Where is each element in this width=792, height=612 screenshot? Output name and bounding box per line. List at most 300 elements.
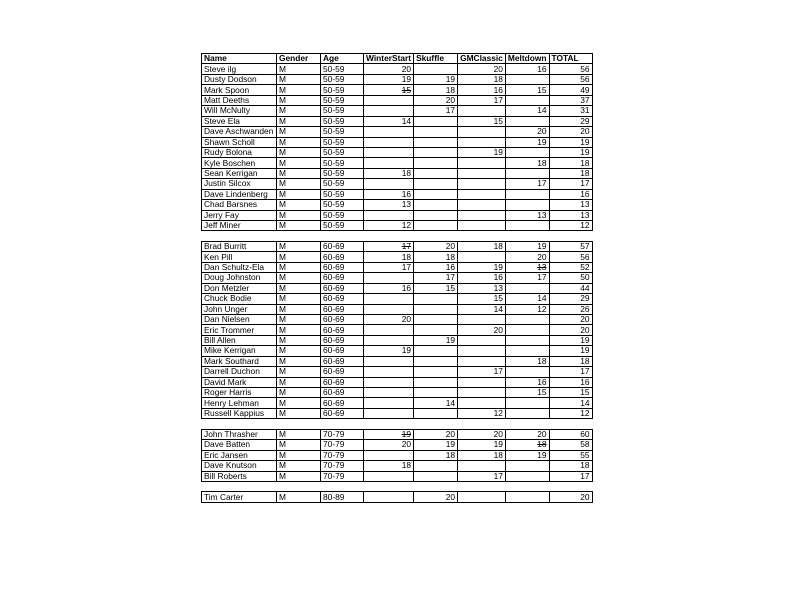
cell-gender: M [277, 440, 321, 450]
cell-skuffle: 15 [414, 283, 458, 293]
cell-gmclassic: 15 [458, 294, 506, 304]
cell-gender: M [277, 356, 321, 366]
cell-gender: M [277, 127, 321, 137]
cell-skuffle: 18 [414, 450, 458, 460]
cell-gmclassic [458, 106, 506, 116]
cell-gender: M [277, 294, 321, 304]
cell-winterstart: 18 [364, 252, 414, 262]
cell-age: 70-79 [321, 429, 364, 439]
cell-age: 50-59 [321, 116, 364, 126]
cell-total: 18 [549, 461, 592, 471]
cell-age: 60-69 [321, 346, 364, 356]
table-row [202, 252, 593, 262]
cell-winterstart: 20 [364, 440, 414, 450]
cell-gender: M [277, 189, 321, 199]
cell-meltdown: 16 [505, 64, 549, 74]
cell-gmclassic: 19 [458, 262, 506, 272]
cell-age: 60-69 [321, 283, 364, 293]
cell-name: Dan Schultz-Ela [202, 262, 277, 272]
cell-skuffle [414, 294, 458, 304]
cell-winterstart: 14 [364, 116, 414, 126]
cell-total: 20 [549, 492, 592, 502]
cell-winterstart [364, 492, 414, 502]
cell-name: Tim Carter [202, 492, 277, 502]
cell-name: Chad Barsnes [202, 200, 277, 210]
cell-gmclassic [458, 314, 506, 324]
cell-name: Mark Southard [202, 356, 277, 366]
cell-winterstart [364, 273, 414, 283]
cell-winterstart [364, 179, 414, 189]
table-row [202, 461, 593, 471]
cell-total: 55 [549, 450, 592, 460]
cell-gender: M [277, 252, 321, 262]
cell-gender: M [277, 273, 321, 283]
cell-skuffle [414, 377, 458, 387]
cell-skuffle [414, 127, 458, 137]
cell-winterstart [364, 356, 414, 366]
cell-name: Doug Johnston [202, 273, 277, 283]
cell-total: 50 [549, 273, 592, 283]
cell-age: 60-69 [321, 377, 364, 387]
table-row [202, 210, 593, 220]
cell-skuffle [414, 137, 458, 147]
cell-gmclassic [458, 200, 506, 210]
cell-gmclassic [458, 377, 506, 387]
cell-name: David Mark [202, 377, 277, 387]
cell-age: 70-79 [321, 440, 364, 450]
table-row [202, 377, 593, 387]
cell-gender: M [277, 116, 321, 126]
cell-winterstart [364, 127, 414, 137]
cell-total: 16 [549, 377, 592, 387]
cell-total: 19 [549, 137, 592, 147]
cell-meltdown [505, 335, 549, 345]
cell-name: Brad Burritt [202, 241, 277, 251]
cell-gender: M [277, 241, 321, 251]
cell-name: Eric Trommer [202, 325, 277, 335]
cell-total: 26 [549, 304, 592, 314]
cell-name: Dave Knutson [202, 461, 277, 471]
cell-age: 50-59 [321, 179, 364, 189]
cell-total: 52 [549, 262, 592, 272]
cell-total: 56 [549, 74, 592, 84]
table-row [202, 273, 593, 283]
struck-score: 18 [537, 439, 547, 450]
cell-gender: M [277, 471, 321, 481]
cell-meltdown [505, 314, 549, 324]
table-row [202, 335, 593, 345]
cell-name: Jerry Fay [202, 210, 277, 220]
column-header-skuffle: Skuffle [414, 54, 458, 64]
cell-total: 56 [549, 64, 592, 74]
cell-gender: M [277, 64, 321, 74]
table-row [202, 283, 593, 293]
cell-gender: M [277, 74, 321, 84]
cell-meltdown: 20 [505, 429, 549, 439]
header-row [202, 54, 593, 64]
cell-winterstart: 18 [364, 168, 414, 178]
cell-winterstart [364, 408, 414, 418]
cell-winterstart: 17 [364, 262, 414, 272]
cell-age: 50-59 [321, 210, 364, 220]
cell-winterstart: 16 [364, 283, 414, 293]
table-row [202, 116, 593, 126]
cell-skuffle [414, 408, 458, 418]
cell-winterstart [364, 325, 414, 335]
cell-name: Roger Harris [202, 388, 277, 398]
cell-skuffle [414, 388, 458, 398]
cell-gmclassic [458, 158, 506, 168]
cell-age: 50-59 [321, 137, 364, 147]
cell-gmclassic: 18 [458, 74, 506, 84]
column-header-gender: Gender [277, 54, 321, 64]
cell-gmclassic: 20 [458, 429, 506, 439]
column-header-total: TOTAL [549, 54, 592, 64]
cell-gender: M [277, 262, 321, 272]
cell-winterstart: 20 [364, 64, 414, 74]
cell-meltdown [505, 492, 549, 502]
cell-total: 56 [549, 252, 592, 262]
cell-total: 29 [549, 294, 592, 304]
table-row [202, 294, 593, 304]
cell-gmclassic: 18 [458, 450, 506, 460]
cell-skuffle: 20 [414, 241, 458, 251]
cell-skuffle [414, 210, 458, 220]
cell-name: Dave Lindenberg [202, 189, 277, 199]
table-row [202, 221, 593, 231]
cell-skuffle [414, 64, 458, 74]
cell-winterstart [364, 210, 414, 220]
cell-age: 50-59 [321, 168, 364, 178]
cell-meltdown: 17 [505, 273, 549, 283]
cell-skuffle [414, 367, 458, 377]
table-row [202, 492, 593, 502]
cell-total: 49 [549, 85, 592, 95]
table-row [202, 106, 593, 116]
cell-name: Dusty Dodson [202, 74, 277, 84]
cell-total: 20 [549, 314, 592, 324]
cell-age: 60-69 [321, 262, 364, 272]
cell-gmclassic [458, 179, 506, 189]
cell-total: 37 [549, 95, 592, 105]
cell-meltdown: 13 [505, 210, 549, 220]
column-header-meltdown: Meltdown [505, 54, 549, 64]
cell-gmclassic [458, 398, 506, 408]
cell-total: 18 [549, 158, 592, 168]
cell-total: 19 [549, 346, 592, 356]
cell-skuffle [414, 158, 458, 168]
cell-skuffle: 19 [414, 440, 458, 450]
cell-meltdown [505, 346, 549, 356]
cell-name: Shawn Scholl [202, 137, 277, 147]
cell-skuffle [414, 116, 458, 126]
table-row [202, 429, 593, 439]
group-spacer [202, 231, 593, 241]
cell-gender: M [277, 179, 321, 189]
cell-winterstart [364, 85, 414, 95]
cell-name: Bill Allen [202, 335, 277, 345]
cell-gender: M [277, 335, 321, 345]
cell-skuffle: 14 [414, 398, 458, 408]
cell-total: 15 [549, 388, 592, 398]
cell-age: 60-69 [321, 252, 364, 262]
cell-gmclassic [458, 137, 506, 147]
cell-gender: M [277, 283, 321, 293]
cell-gender: M [277, 408, 321, 418]
cell-gender: M [277, 450, 321, 460]
cell-name: Don Metzler [202, 283, 277, 293]
cell-gender: M [277, 221, 321, 231]
cell-winterstart: 19 [364, 346, 414, 356]
cell-skuffle [414, 147, 458, 157]
cell-skuffle [414, 189, 458, 199]
cell-total: 13 [549, 200, 592, 210]
cell-gender: M [277, 325, 321, 335]
group-spacer [202, 419, 593, 429]
cell-meltdown [505, 440, 549, 450]
cell-gmclassic: 15 [458, 116, 506, 126]
cell-gmclassic: 20 [458, 64, 506, 74]
cell-gender: M [277, 492, 321, 502]
cell-winterstart [364, 147, 414, 157]
table-row [202, 440, 593, 450]
cell-age: 60-69 [321, 273, 364, 283]
cell-winterstart: 19 [364, 74, 414, 84]
cell-skuffle [414, 325, 458, 335]
cell-name: Steve ilg [202, 64, 277, 74]
cell-winterstart [364, 367, 414, 377]
cell-gender: M [277, 95, 321, 105]
cell-winterstart [364, 241, 414, 251]
cell-gender: M [277, 106, 321, 116]
cell-name: John Unger [202, 304, 277, 314]
cell-total: 13 [549, 210, 592, 220]
cell-meltdown [505, 461, 549, 471]
cell-total: 20 [549, 325, 592, 335]
cell-age: 60-69 [321, 335, 364, 345]
cell-age: 60-69 [321, 241, 364, 251]
cell-age: 50-59 [321, 189, 364, 199]
cell-total: 29 [549, 116, 592, 126]
column-header-gmclassic: GMClassic [458, 54, 506, 64]
cell-gmclassic: 12 [458, 408, 506, 418]
cell-gmclassic: 19 [458, 147, 506, 157]
table-row [202, 356, 593, 366]
table-row [202, 64, 593, 74]
cell-age: 70-79 [321, 471, 364, 481]
cell-winterstart: 13 [364, 200, 414, 210]
cell-skuffle: 20 [414, 429, 458, 439]
cell-total: 44 [549, 283, 592, 293]
cell-total: 19 [549, 335, 592, 345]
struck-score: 15 [401, 84, 412, 95]
cell-skuffle: 19 [414, 74, 458, 84]
cell-skuffle: 20 [414, 492, 458, 502]
cell-name: Ken Pill [202, 252, 277, 262]
cell-gmclassic [458, 168, 506, 178]
cell-total: 16 [549, 189, 592, 199]
cell-age: 50-59 [321, 147, 364, 157]
group-spacer [202, 481, 593, 491]
table-row [202, 147, 593, 157]
table-body [202, 54, 593, 503]
cell-meltdown [505, 74, 549, 84]
cell-meltdown [505, 471, 549, 481]
table-row [202, 179, 593, 189]
column-header-name: Name [202, 54, 277, 64]
cell-winterstart [364, 450, 414, 460]
cell-name: Steve Ela [202, 116, 277, 126]
cell-skuffle [414, 314, 458, 324]
cell-gmclassic [458, 210, 506, 220]
table-row [202, 408, 593, 418]
cell-gmclassic [458, 127, 506, 137]
cell-skuffle: 17 [414, 273, 458, 283]
cell-meltdown: 12 [505, 304, 549, 314]
cell-skuffle [414, 304, 458, 314]
cell-gmclassic [458, 388, 506, 398]
cell-gmclassic: 17 [458, 471, 506, 481]
cell-winterstart [364, 398, 414, 408]
cell-age: 60-69 [321, 356, 364, 366]
cell-skuffle: 18 [414, 252, 458, 262]
cell-gmclassic: 16 [458, 85, 506, 95]
cell-age: 60-69 [321, 294, 364, 304]
cell-age: 50-59 [321, 221, 364, 231]
cell-skuffle: 16 [414, 262, 458, 272]
table-row [202, 471, 593, 481]
table-row [202, 168, 593, 178]
cell-winterstart: 12 [364, 221, 414, 231]
cell-gender: M [277, 210, 321, 220]
table-row [202, 346, 593, 356]
cell-name: Justin Silcox [202, 179, 277, 189]
cell-age: 50-59 [321, 64, 364, 74]
cell-gender: M [277, 314, 321, 324]
table-row [202, 241, 593, 251]
standings-table [201, 53, 593, 503]
cell-gmclassic [458, 189, 506, 199]
cell-winterstart: 18 [364, 461, 414, 471]
cell-name: Dan Nielsen [202, 314, 277, 324]
cell-meltdown [505, 262, 549, 272]
cell-gender: M [277, 304, 321, 314]
cell-gmclassic: 17 [458, 95, 506, 105]
cell-skuffle [414, 200, 458, 210]
table-row [202, 398, 593, 408]
table-row [202, 74, 593, 84]
cell-winterstart [364, 106, 414, 116]
cell-total: 14 [549, 398, 592, 408]
cell-name: John Thrasher [202, 429, 277, 439]
cell-meltdown: 20 [505, 127, 549, 137]
cell-gender: M [277, 200, 321, 210]
table-row [202, 127, 593, 137]
cell-gender: M [277, 367, 321, 377]
struck-score: 13 [537, 262, 547, 272]
cell-skuffle [414, 471, 458, 481]
cell-gmclassic: 19 [458, 440, 506, 450]
table-row [202, 85, 593, 95]
cell-meltdown: 20 [505, 252, 549, 262]
cell-gender: M [277, 429, 321, 439]
cell-winterstart [364, 471, 414, 481]
cell-age: 50-59 [321, 74, 364, 84]
cell-meltdown [505, 325, 549, 335]
cell-gender: M [277, 147, 321, 157]
cell-age: 60-69 [321, 314, 364, 324]
struck-score: 17 [401, 241, 412, 252]
cell-gender: M [277, 168, 321, 178]
cell-meltdown: 17 [505, 179, 549, 189]
table-row [202, 189, 593, 199]
cell-meltdown [505, 168, 549, 178]
table-row [202, 325, 593, 335]
cell-age: 50-59 [321, 200, 364, 210]
cell-meltdown [505, 221, 549, 231]
table-row [202, 450, 593, 460]
table-row [202, 158, 593, 168]
table-row [202, 388, 593, 398]
cell-gender: M [277, 388, 321, 398]
cell-meltdown [505, 367, 549, 377]
cell-name: Kyle Boschen [202, 158, 277, 168]
cell-name: Russell Kappius [202, 408, 277, 418]
cell-gmclassic: 17 [458, 367, 506, 377]
cell-age: 60-69 [321, 388, 364, 398]
cell-name: Sean Kerrigan [202, 168, 277, 178]
cell-skuffle: 18 [414, 85, 458, 95]
cell-age: 50-59 [321, 106, 364, 116]
cell-name: Bill Roberts [202, 471, 277, 481]
cell-age: 50-59 [321, 95, 364, 105]
cell-gmclassic [458, 346, 506, 356]
cell-total: 31 [549, 106, 592, 116]
cell-total: 17 [549, 367, 592, 377]
column-header-age: Age [321, 54, 364, 64]
cell-winterstart [364, 377, 414, 387]
cell-meltdown: 19 [505, 450, 549, 460]
cell-gmclassic: 14 [458, 304, 506, 314]
cell-name: Jeff Miner [202, 221, 277, 231]
cell-total: 18 [549, 356, 592, 366]
cell-age: 60-69 [321, 325, 364, 335]
cell-name: Darrell Duchon [202, 367, 277, 377]
cell-meltdown [505, 283, 549, 293]
cell-skuffle [414, 179, 458, 189]
cell-gender: M [277, 398, 321, 408]
cell-gender: M [277, 377, 321, 387]
cell-age: 60-69 [321, 398, 364, 408]
cell-skuffle [414, 168, 458, 178]
table-row [202, 137, 593, 147]
cell-skuffle: 19 [414, 335, 458, 345]
cell-gmclassic [458, 461, 506, 471]
cell-gmclassic [458, 335, 506, 345]
cell-meltdown: 15 [505, 85, 549, 95]
struck-score: 19 [401, 429, 412, 439]
cell-total: 58 [549, 440, 592, 450]
cell-name: Eric Jansen [202, 450, 277, 460]
cell-skuffle [414, 356, 458, 366]
table-row [202, 262, 593, 272]
cell-meltdown: 16 [505, 377, 549, 387]
table-row [202, 304, 593, 314]
cell-gmclassic [458, 221, 506, 231]
cell-gmclassic [458, 252, 506, 262]
cell-meltdown: 18 [505, 356, 549, 366]
cell-name: Rudy Bolona [202, 147, 277, 157]
